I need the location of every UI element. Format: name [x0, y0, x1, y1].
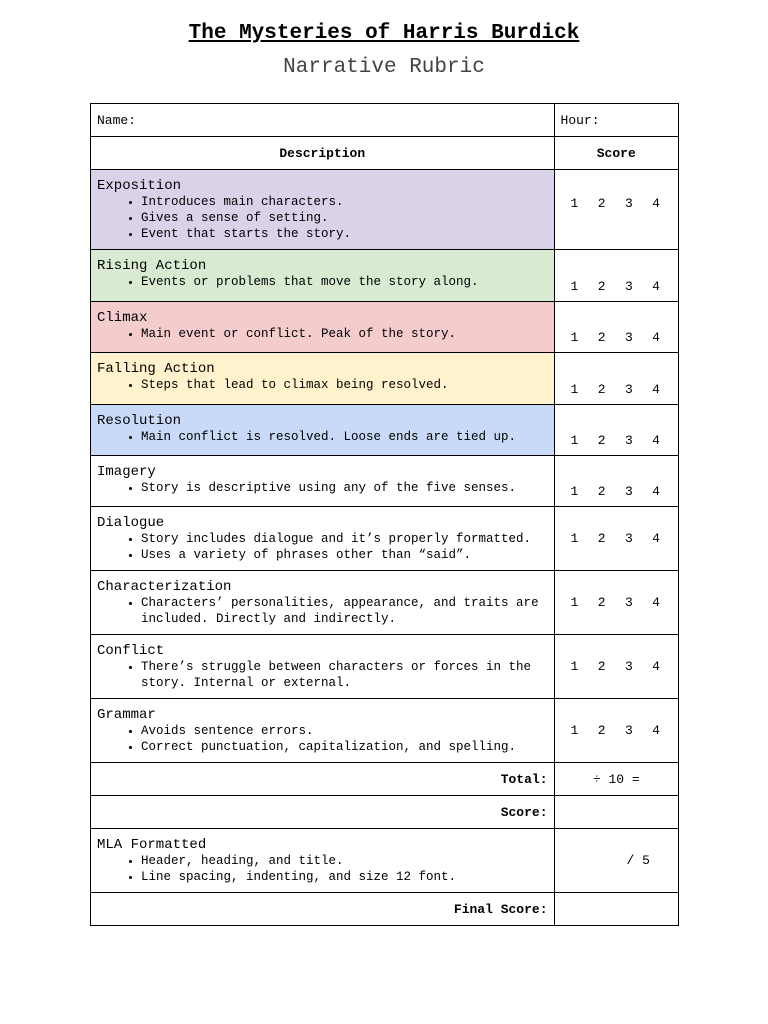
mla-bullets	[97, 853, 548, 885]
score-option[interactable]: 3	[624, 330, 633, 345]
score-options	[561, 433, 672, 448]
criterion-name: Characterization	[97, 579, 232, 595]
score-option[interactable]: 2	[597, 484, 606, 499]
criterion-row	[91, 635, 679, 699]
score-options	[561, 723, 672, 738]
score-options	[561, 279, 672, 294]
score-option[interactable]: 1	[570, 330, 579, 345]
criterion-name: Dialogue	[97, 515, 165, 531]
criterion-row	[91, 405, 679, 456]
total-label: Total:	[91, 763, 555, 796]
score-option[interactable]: 4	[652, 531, 660, 546]
criterion-bullets	[97, 595, 548, 627]
score-option[interactable]: 3	[624, 279, 633, 294]
score-options	[561, 659, 672, 674]
criterion-bullets	[97, 723, 548, 755]
score-option[interactable]: 2	[597, 196, 606, 211]
final-score-row	[91, 893, 679, 926]
final-score-label: Final Score:	[91, 893, 555, 926]
score-option[interactable]: 3	[624, 595, 633, 610]
score-option[interactable]: 4	[652, 382, 660, 397]
criterion-bullets	[97, 480, 548, 496]
criterion-name: Climax	[97, 310, 148, 326]
score-option[interactable]: 4	[652, 196, 660, 211]
criterion-bullet: • Gives a sense of setting.	[141, 210, 548, 226]
criterion-score-options	[554, 405, 678, 456]
criterion-score-options	[554, 571, 678, 635]
score-option[interactable]: 4	[652, 659, 660, 674]
mla-name: MLA Formatted	[97, 837, 207, 853]
score-label: Score:	[91, 796, 555, 829]
criterion-bullets	[97, 274, 548, 290]
criterion-description	[91, 456, 555, 507]
criterion-description	[91, 699, 555, 763]
mla-description	[91, 829, 555, 893]
score-option[interactable]: 1	[570, 595, 579, 610]
score-options	[561, 531, 672, 546]
criterion-bullets	[97, 531, 548, 563]
criterion-bullet: • Main event or conflict. Peak of the story.	[141, 326, 548, 342]
score-option[interactable]: 2	[597, 723, 606, 738]
total-row	[91, 763, 679, 796]
criterion-bullet: • Uses a variety of phrases other than “said”.	[141, 547, 548, 563]
student-info-row	[91, 104, 679, 137]
criterion-name: Imagery	[97, 464, 156, 480]
score-option[interactable]: 3	[624, 659, 633, 674]
criterion-name: Grammar	[97, 707, 156, 723]
criterion-bullets	[97, 659, 548, 691]
score-option[interactable]: 1	[570, 196, 579, 211]
score-option[interactable]: 1	[570, 279, 579, 294]
score-option[interactable]: 3	[624, 531, 633, 546]
criterion-name: Falling Action	[97, 361, 215, 377]
criterion-bullet: • Avoids sentence errors.	[141, 723, 548, 739]
criterion-score-options	[554, 635, 678, 699]
document-subtitle: Narrative Rubric	[283, 56, 485, 79]
score-option[interactable]: 2	[597, 595, 606, 610]
score-option[interactable]: 1	[570, 382, 579, 397]
criterion-bullet: • Correct punctuation, capitalization, and spelling.	[141, 739, 548, 755]
criterion-row	[91, 507, 679, 571]
score-option[interactable]: 1	[570, 531, 579, 546]
score-option[interactable]: 2	[597, 279, 606, 294]
final-score-value-cell[interactable]	[554, 893, 678, 926]
score-option[interactable]: 2	[597, 531, 606, 546]
criterion-name: Conflict	[97, 643, 165, 659]
score-option[interactable]: 4	[652, 330, 660, 345]
criterion-description	[91, 571, 555, 635]
criterion-bullet: • Main conflict is resolved. Loose ends are tied up.	[141, 429, 548, 445]
score-option[interactable]: 3	[624, 382, 633, 397]
criterion-score-options	[554, 302, 678, 353]
criterion-score-options	[554, 250, 678, 302]
name-field[interactable]: Name:	[91, 104, 555, 137]
rubric-table	[90, 103, 679, 926]
score-header: Score	[554, 137, 678, 170]
total-formula: ÷ 10 =	[554, 763, 678, 796]
criterion-row	[91, 699, 679, 763]
description-header: Description	[91, 137, 555, 170]
criterion-row	[91, 353, 679, 405]
score-options	[561, 382, 672, 397]
score-option[interactable]: 1	[570, 723, 579, 738]
criterion-description	[91, 250, 555, 302]
criterion-bullet: • Steps that lead to climax being resolved.	[141, 377, 548, 393]
document-title: The Mysteries of Harris Burdick	[188, 22, 580, 45]
criterion-score-options	[554, 170, 678, 250]
criterion-bullet: • Characters’ personalities, appearance, and traits are included. Directly and indirectly.	[141, 595, 548, 627]
score-options	[561, 595, 672, 610]
mla-score[interactable]: / 5	[554, 829, 678, 893]
score-option[interactable]: 4	[652, 723, 660, 738]
score-row	[91, 796, 679, 829]
mla-bullet: • Header, heading, and title.	[141, 853, 548, 869]
criterion-description	[91, 405, 555, 456]
criterion-bullet: • There’s struggle between characters or forces in the story. Internal or external.	[141, 659, 548, 691]
criterion-name: Rising Action	[97, 258, 207, 274]
score-option[interactable]: 4	[652, 279, 660, 294]
criterion-bullet: • Story includes dialogue and it’s properly formatted.	[141, 531, 548, 547]
score-option[interactable]: 2	[597, 659, 606, 674]
criterion-description	[91, 507, 555, 571]
score-option[interactable]: 1	[570, 433, 579, 448]
score-option[interactable]: 3	[624, 484, 633, 499]
criterion-name: Resolution	[97, 413, 182, 429]
score-option[interactable]: 2	[597, 433, 606, 448]
criterion-row	[91, 456, 679, 507]
criterion-row	[91, 170, 679, 250]
criterion-row	[91, 250, 679, 302]
criterion-score-options	[554, 507, 678, 571]
mla-bullet: • Line spacing, indenting, and size 12 font.	[141, 869, 548, 885]
score-option[interactable]: 4	[652, 595, 660, 610]
score-option[interactable]: 1	[570, 659, 579, 674]
score-option[interactable]: 3	[624, 433, 633, 448]
criterion-score-options	[554, 353, 678, 405]
score-option[interactable]: 1	[570, 484, 579, 499]
criterion-bullets	[97, 326, 548, 342]
score-option[interactable]: 4	[652, 433, 660, 448]
criterion-bullets	[97, 194, 548, 242]
criterion-bullet: • Introduces main characters.	[141, 194, 548, 210]
criterion-bullets	[97, 377, 548, 393]
score-option[interactable]: 2	[597, 382, 606, 397]
criterion-description	[91, 635, 555, 699]
criterion-score-options	[554, 456, 678, 507]
criterion-bullet: • Event that starts the story.	[141, 226, 548, 242]
score-option[interactable]: 3	[624, 196, 633, 211]
score-options	[561, 196, 672, 211]
score-value-cell[interactable]	[554, 796, 678, 829]
criterion-bullet: • Events or problems that move the story along.	[141, 274, 548, 290]
criterion-bullet: • Story is descriptive using any of the five senses.	[141, 480, 548, 496]
criterion-score-options	[554, 699, 678, 763]
criterion-description	[91, 302, 555, 353]
score-option[interactable]: 4	[652, 484, 660, 499]
criterion-row	[91, 571, 679, 635]
column-header-row	[91, 137, 679, 170]
criterion-row	[91, 302, 679, 353]
score-option[interactable]: 3	[624, 723, 633, 738]
score-option[interactable]: 2	[597, 330, 606, 345]
criterion-description	[91, 353, 555, 405]
mla-row	[91, 829, 679, 893]
score-options	[561, 484, 672, 499]
criterion-description	[91, 170, 555, 250]
criterion-bullets	[97, 429, 548, 445]
score-options	[561, 330, 672, 345]
criterion-name: Exposition	[97, 178, 182, 194]
hour-field[interactable]: Hour:	[554, 104, 678, 137]
